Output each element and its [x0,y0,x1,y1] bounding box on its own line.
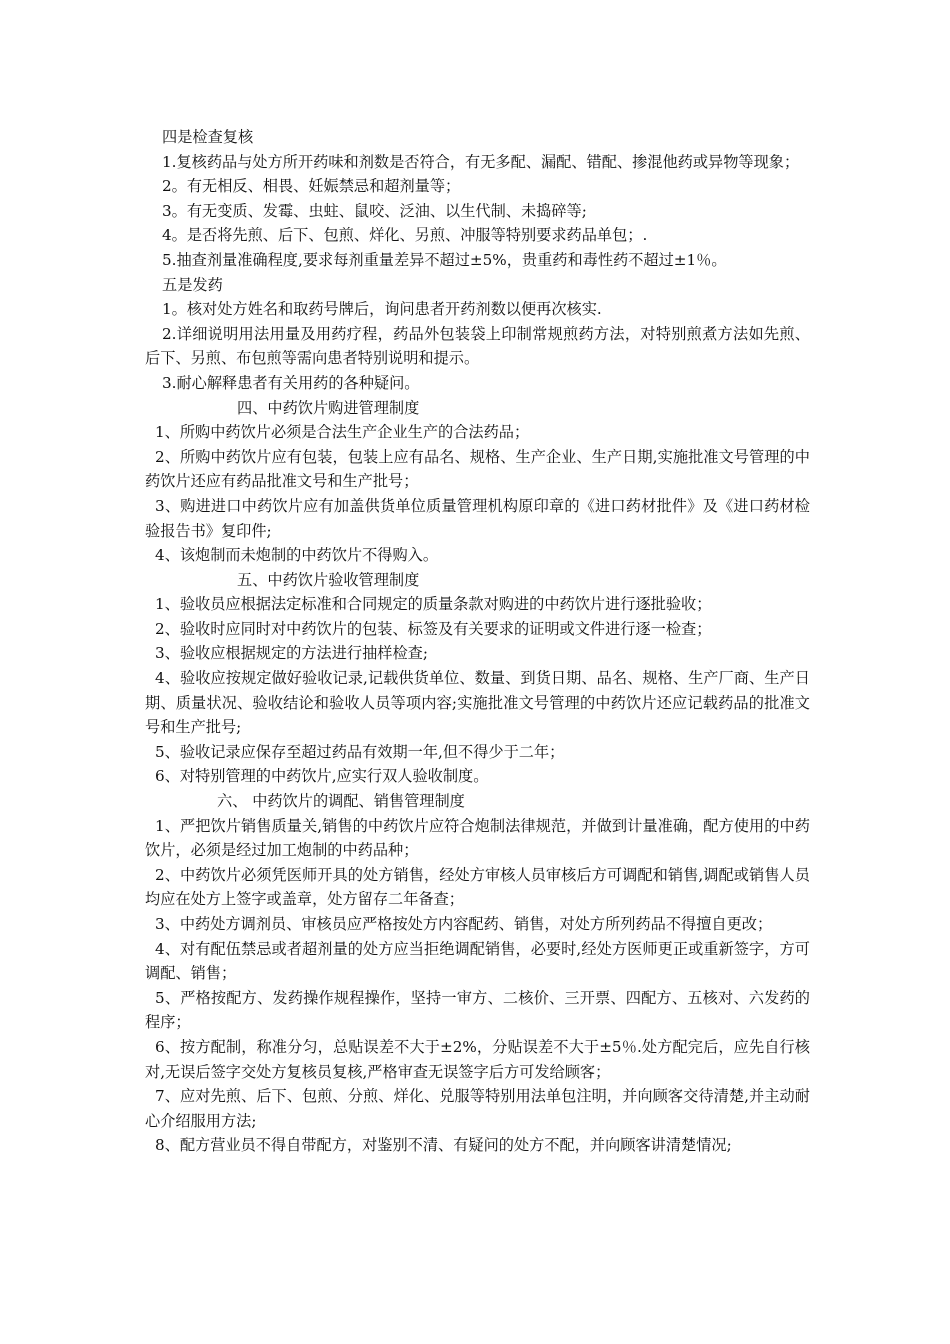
paragraph: 3.耐心解释患者有关用药的各种疑问。 [162,373,420,392]
paragraph: 2.详细说明用法用量及用药疗程，药品外包装袋上印制常规煎药方法，对特别煎煮方法如先煎、后下、另煎、布包煎等需向患者特别说明和提示。 [145,324,810,368]
paragraph: 2、中药饮片必须凭医师开具的处方销售，经处方审核人员审核后方可调配和销售,调配或销售人员均应在处方上签字或盖章，处方留存二年备查； [145,865,810,909]
section-subheading: 五是发药 [162,275,223,294]
paragraph: 7、应对先煎、后下、包煎、分煎、烊化、兑服等特别用法单包注明，并向顾客交待清楚,并主动耐心介绍服用方法; [145,1087,810,1130]
section-heading-inspection: 五、中药饮片验收管理制度 [237,570,420,589]
paragraph: 1、所购中药饮片必须是合法生产企业生产的合法药品； [155,423,530,442]
paragraph: 1。核对处方姓名和取药号牌后，询问患者开药剂数以便再次核实. [162,300,602,319]
paragraph: 6、按方配制，称准分匀，总贴误差不大于±2%，分贴误差不大于±5％.处方配完后，应先自行核对,无误后签字交处方复核员复核,严格审查无误签字后方可发给顾客； [145,1037,810,1081]
paragraph: 1、严把饮片销售质量关,销售的中药饮片应符合炮制法律规范，并做到计量准确，配方使用的中药饮片，必须是经过加工炮制的中药品种； [145,816,810,860]
paragraph: 4。是否将先煎、后下、包煎、烊化、另煎、冲服等特别要求药品单包；. [162,226,648,245]
section-heading-dispensing: 六、 中药饮片的调配、销售管理制度 [217,792,465,811]
paragraph: 4、该炮制而未炮制的中药饮片不得购入。 [155,546,439,565]
paragraph: 6、对特别管理的中药饮片,应实行双人验收制度。 [155,767,489,786]
paragraph: 5.抽查剂量准确程度,要求每剂重量差异不超过±5%，贵重药和毒性药不超过±1％。 [162,250,727,269]
paragraph: 4、对有配伍禁忌或者超剂量的处方应当拒绝调配销售，必要时,经处方医师更正或重新签字，方可调配、销售； [145,939,810,983]
paragraph: 四是检查复核 [162,128,254,146]
paragraph: 3、验收应根据规定的方法进行抽样检查; [155,644,428,663]
paragraph: 5、严格按配方、发药操作规程操作，坚持一审方、二核价、三开票、四配方、五核对、六发药的程序； [145,988,810,1032]
paragraph: 5、验收记录应保存至超过药品有效期一年,但不得少于二年； [155,742,565,761]
paragraph: 1.复核药品与处方所开药味和剂数是否符合，有无多配、漏配、错配、掺混他药或异物等现象； [162,152,800,171]
paragraph: 4、验收应按规定做好验收记录,记载供货单位、数量、到货日期、品名、规格、生产厂商、生产日期、质量状况、验收结论和验收人员等项内容;实施批准文号管理的中药饮片还应记载药品的批准文号和生产批号; [145,669,810,737]
paragraph: 2、所购中药饮片应有包装，包装上应有品名、规格、生产企业、生产日期,实施批准文号管理的中药饮片还应有药品批准文号和生产批号； [145,447,810,491]
paragraph: 2。有无相反、相畏、妊娠禁忌和超剂量等； [162,177,461,196]
paragraph: 1、验收员应根据法定标准和合同规定的质量条款对购进的中药饮片进行逐批验收； [155,595,712,614]
paragraph: 3、中药处方调剂员、审核员应严格按处方内容配药、销售，对处方所列药品不得擅自更改； [155,915,773,933]
document-body [145,125,810,1158]
paragraph: 3、购进进口中药饮片应有加盖供货单位质量管理机构原印章的《进口药材批件》及《进口药材检验报告书》复印件; [145,496,810,540]
paragraph: 2、验收时应同时对中药饮片的包装、标签及有关要求的证明或文件进行逐一检查； [155,619,712,638]
section-heading-purchase: 四、中药饮片购进管理制度 [237,398,420,417]
paragraph: 3。有无变质、发霉、虫蛀、鼠咬、泛油、以生代制、未捣碎等; [162,201,587,220]
paragraph: 8、配方营业员不得自带配方，对鉴别不清、有疑问的处方不配，并向顾客讲清楚情况; [155,1136,732,1155]
